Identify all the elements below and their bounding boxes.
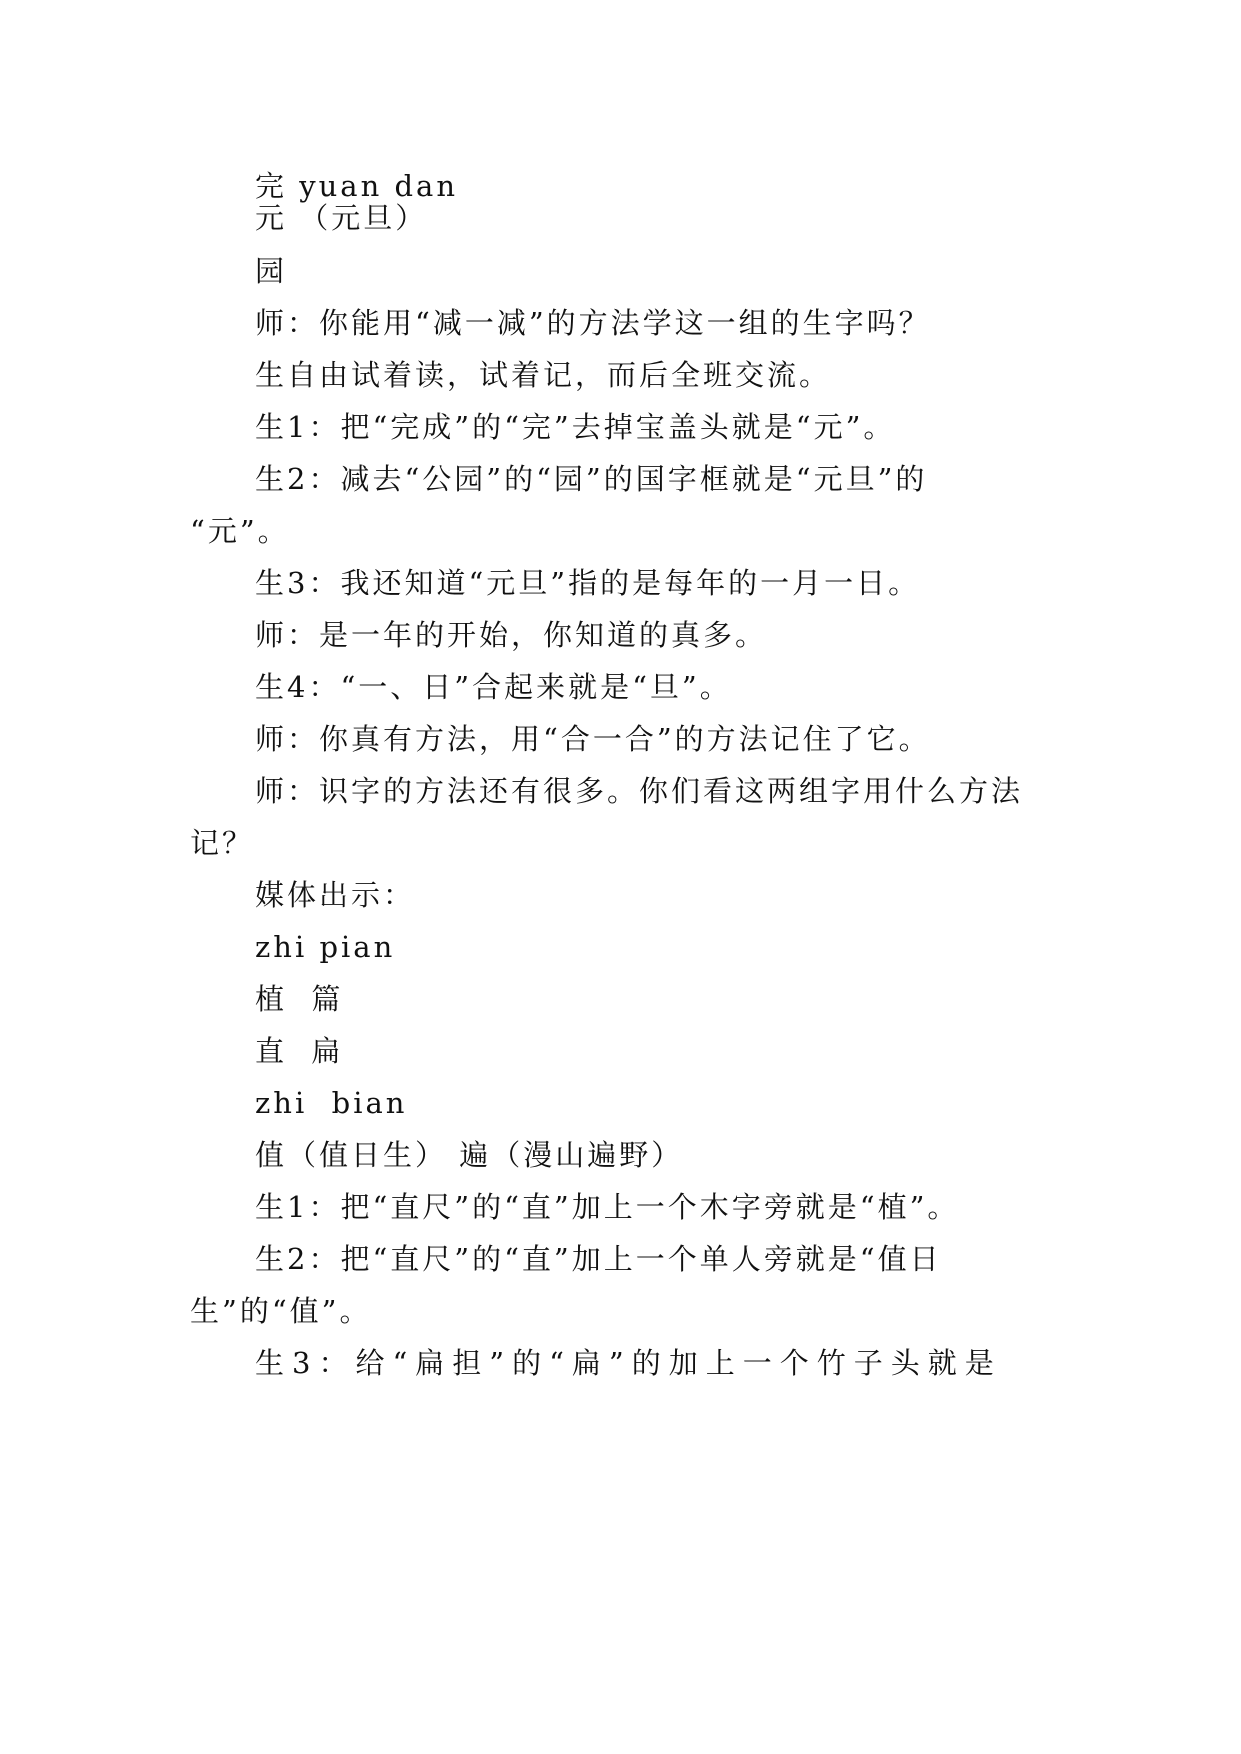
teacher-line-2: 师：是一年的开始，你知道的真多。	[255, 618, 768, 652]
student-line-6-continued: 生”的“值”。	[190, 1294, 372, 1328]
pinyin-line-zhi-pian: zhi pian	[255, 930, 396, 964]
char-line-zhi-bian-words: 值（值日生） 遍（漫山遍野）	[255, 1138, 684, 1172]
teacher-line-4: 师：识字的方法还有很多。你们看这两组字用什么方法	[255, 774, 1024, 808]
char-line-yuan: 元 （元旦）	[255, 201, 428, 235]
char-line-zhi-bian: 直 扁	[255, 1034, 344, 1068]
student-line-5: 生1：把“直尺”的“直”加上一个木字旁就是“植”。	[255, 1190, 960, 1224]
pinyin-line-zhi-bian: zhi bian	[255, 1086, 408, 1120]
student-line-2: 生2：减去“公园”的“园”的国字框就是“元旦”的	[255, 462, 928, 496]
media-display-label: 媒体出示：	[255, 878, 416, 912]
teacher-line-4-continued: 记？	[190, 826, 255, 860]
char-line-yuan-garden: 园	[255, 254, 288, 288]
teacher-line-1: 师：你能用“减一减”的方法学这一组的生字吗？	[255, 306, 931, 340]
student-line-2-continued: “元”。	[190, 514, 290, 548]
student-line-7: 生3：给“扁担”的“扁”的加上一个竹子头就是	[255, 1346, 1002, 1380]
student-line-3: 生3：我还知道“元旦”指的是每年的一月一日。	[255, 566, 921, 600]
student-line-4: 生4：“一、日”合起来就是“旦”。	[255, 670, 732, 704]
student-line-6: 生2：把“直尺”的“直”加上一个单人旁就是“值日	[255, 1242, 942, 1276]
char-line-zhi-pian: 植 篇	[255, 982, 344, 1016]
pinyin-line-yuan-dan: 完 yuan dan	[255, 169, 458, 203]
teacher-line-3: 师：你真有方法，用“合一合”的方法记住了它。	[255, 722, 931, 756]
narration-line-1: 生自由试着读，试着记，而后全班交流。	[255, 358, 832, 392]
student-line-1: 生1：把“完成”的“完”去掉宝盖头就是“元”。	[255, 410, 896, 444]
